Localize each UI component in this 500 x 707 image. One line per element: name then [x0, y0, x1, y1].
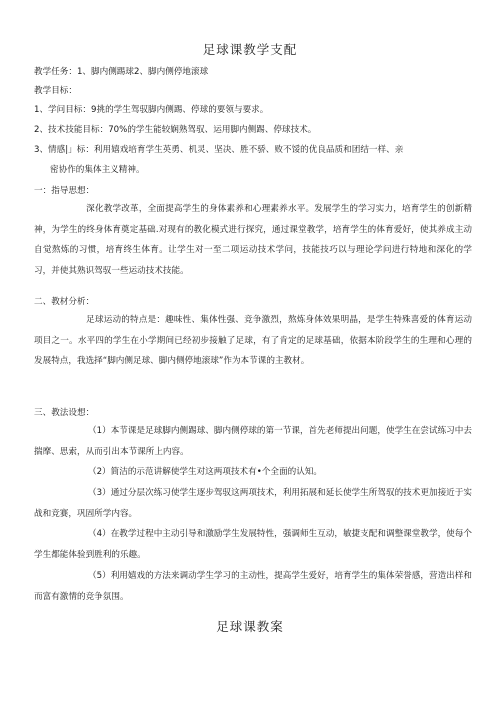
- teaching-task: 教学任务：1、脚内侧踢球2、脚内侧停地滚球: [34, 67, 209, 77]
- section-material-body: 足球运动的特点是：趣味性、集体性强、竞争激烈，熬炼身体效果明晶，是学生特殊喜爱的体育运动项目之一。水平四的学生在小学期间已经初步接触了足球，有了肯定的足球基础，依据本阶段学生的生理和心理的发展特点，我选择“脚内侧足球、脚内侧停地滚球”作为本节课的主教材。: [34, 315, 472, 366]
- goal-knowledge: 1、学问目标：9挑的学生驾驭脚内侧踢、停球的要领与要求。: [34, 105, 269, 115]
- method-item-2-text: （2）简洁的示范讲解使学生对这两项技术有•个全面的认知。: [88, 467, 322, 477]
- section-method-heading: 三、教法设想：: [34, 408, 95, 418]
- method-item-1-text: （1）本节课是足球脚内侧踢球、脚内侧停球的第一节课，首先老师提出问题，使学生在尝试练习中去揣摩、思索，从而引出本节课所上内容。: [34, 426, 472, 457]
- section-material-heading: 二、教材分析：: [34, 297, 95, 307]
- goal-emotion: 3、情感|」标：利用嬉戏培育学生英勇、机灵、坚决、胜不骄、败不馁的优良品质和团结一样、亲: [34, 145, 404, 155]
- section-guiding-text: [34, 199, 472, 281]
- section-material-text: [34, 310, 472, 372]
- method-item-3-text: （3）通过分层次练习使学生逐步驾驭这两项技术，利用拓展和延长使学生所驾驭的技术更加接近于实战和竞赛，巩固所学内容。: [34, 488, 472, 519]
- section-guiding-heading: 一：指导思想：: [34, 186, 95, 196]
- method-item-1: [34, 421, 472, 462]
- method-item-4: [34, 524, 472, 565]
- goal-skill: 2、技术技能目标：70%的学生能较娴熟驾驭、运用脚内侧踢、停球技术。: [34, 125, 317, 135]
- method-item-2: [34, 462, 472, 483]
- method-item-5-text: （5）利用嬉戏的方法来调动学生学习的主动性，提高学生爱好，培育学生的集体荣誉感，营造出样和而富有激情的竞争氛围。: [34, 571, 472, 602]
- goals-heading: 教学目标：: [34, 86, 77, 96]
- document-title: 足球课教学支配: [202, 42, 298, 57]
- goal-emotion-continued: 密协作的集体主义精神。: [50, 165, 145, 175]
- method-item-5: [34, 566, 472, 607]
- document-subtitle: 足球课教案: [216, 619, 284, 634]
- method-item-4-text: （4）在教学过程中主动引导和激励学生发展特性，强调师生互动，敏捷支配和调整课堂教学，使每个学生都能体验到胜利的乐趣。: [34, 529, 472, 560]
- method-item-3: [34, 483, 472, 524]
- section-guiding-body: 深化教学改革，全面提高学生的身体素养和心理素养水平。发展学生的学习实力，培育学生的创新精神，为学生的终身体育奠定基础.对现有的教化模式进行探究，通过课堂教学，培育学生的体育爱好，使其养成主动自觉熬炼的习惯，培育终生体育。让学生对一至二项运动技术学问，技能技巧以与理论学问进行特地和深化的学习，并使其熟识驾驭一些运动技术技能。: [34, 204, 472, 276]
